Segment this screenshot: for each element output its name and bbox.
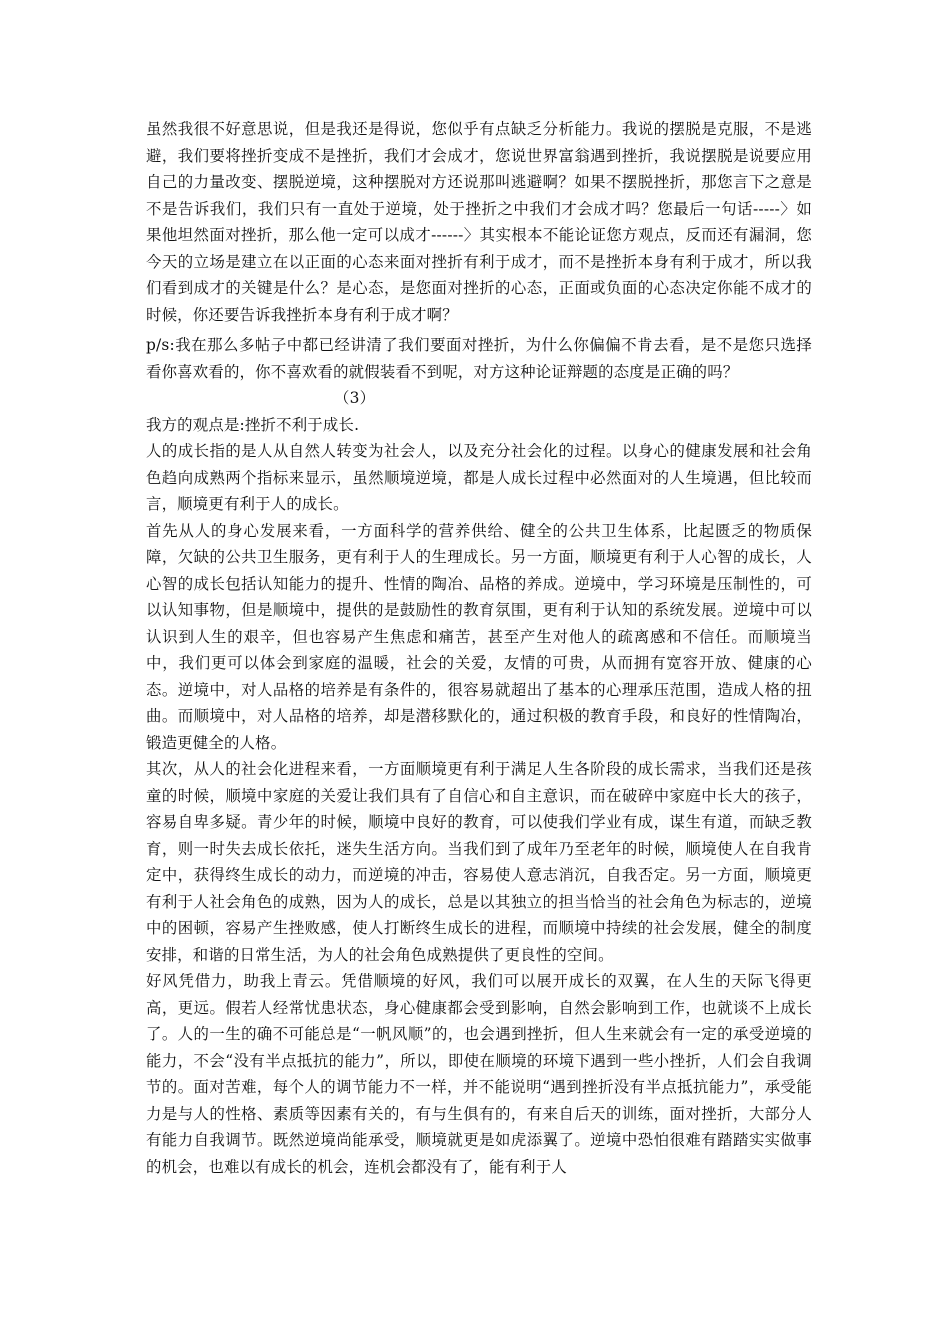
- section-number: （3）: [334, 389, 376, 407]
- paragraph-conclusion: 好风凭借力，助我上青云。凭借顺境的好风，我们可以展开成长的双翼，在人生的天际飞得更高，更远。假若人经常忧患状态，身心健康都会受到影响，自然会影响到工作，也就谈不上成长了。人的一生的确不可能总是“一帆风顺”的，也会遇到挫折，但人生来就会有一定的承受逆境的能力，不会“没有半点抵抗的能力”，所以，即使在顺境的环境下遇到一些小挫折，人们会自我调节的。面对苦难，每个人的调节能力不一样，并不能说明“遇到挫折没有半点抵抗能力”，承受能力是与人的性格、素质等因素有关的，有与生俱有的，有来自后天的训练，面对挫折，大部分人有能力自我调节。既然逆境尚能承受，顺境就更是如虎添翼了。逆境中恐怕很难有踏踏实实做事的机会，也难以有成长的机会，连机会都没有了，能有利于人: [146, 972, 812, 1176]
- paragraph-postscript: p/s:我在那么多帖子中都已经讲清了我们要面对挫折，为什么你偏偏不肯去看，是不是您只选择看你喜欢看的，你不喜欢看的就假装看不到呢，对方这种论证辩题的态度是正确的吗？: [146, 336, 812, 381]
- paragraph-rebuttal: 虽然我很不好意思说，但是我还是得说，您似乎有点缺乏分析能力。我说的摆脱是克服，不是逃避，我们要将挫折变成不是挫折，我们才会成才，您说世界富翁遇到挫折，我说摆脱是说要应用自己的力量改变、摆脱逆境，这种摆脱对方还说那叫逃避啊？如果不摆脱挫折，那您言下之意是不是告诉我们，我们只有一直处于逆境，处于挫折之中我们才会成才吗？您最后一句话-----〉如果他坦然面对挫折，那么他一定可以成才------〉其实根本不能论证您方观点，反而还有漏洞，您今天的立场是建立在以正面的心态来面对挫折有利于成才，而不是挫折本身有利于成才，所以我们看到成才的关键是什么？是心态，是您面对挫折的心态，正面或负面的心态决定你能不成才的时候，你还要告诉我挫折本身有利于成才啊？: [146, 120, 812, 324]
- document-body: [146, 116, 812, 1180]
- paragraph-position: 我方的观点是:挫折不利于成长.: [146, 415, 360, 434]
- paragraph-definition: 人的成长指的是人从自然人转变为社会人，以及充分社会化的过程。以身心的健康发展和社会角色趋向成熟两个指标来显示，虽然顺境逆境，都是人成长过程中必然面对的人生境遇，但比较而言，顺境更有利于人的成长。: [146, 442, 812, 513]
- paragraph-first-argument: 首先从人的身心发展来看，一方面科学的营养供给、健全的公共卫生体系，比起匮乏的物质保障，欠缺的公共卫生服务，更有利于人的生理成长。另一方面，顺境更有利于人心智的成长，人心智的成长包括认知能力的提升、性情的陶冶、品格的养成。逆境中，学习环境是压制性的，可以认知事物，但是顺境中，提供的是鼓励性的教育氛围，更有利于认知的系统发展。逆境中可以认识到人生的艰辛，但也容易产生焦虑和痛苦，甚至产生对他人的疏离感和不信任。而顺境当中，我们更可以体会到家庭的温暖，社会的关爱，友情的可贵，从而拥有宽容开放、健康的心态。逆境中，对人品格的培养是有条件的，很容易就超出了基本的心理承压范围，造成人格的扭曲。而顺境中，对人品格的培养，却是潜移默化的，通过积极的教育手段，和良好的性情陶冶，锻造更健全的人格。: [146, 521, 812, 752]
- paragraph-second-argument: 其次，从人的社会化进程来看，一方面顺境更有利于满足人生各阶段的成长需求，当我们还是孩童的时候，顺境中家庭的关爱让我们具有了自信心和自主意识，而在破碎中家庭中长大的孩子，容易自卑多疑。青少年的时候，顺境中良好的教育，可以使我们学业有成，谋生有道，而缺乏教育，则一时失去成长依托，迷失生活方向。当我们到了成年乃至老年的时候，顺境使人在自我肯定中，获得终生成长的动力，而逆境的冲击，容易使人意志消沉，自我否定。另一方面，顺境更有利于人社会角色的成熟，因为人的成长，总是以其独立的担当恰当的社会角色为标志的，逆境中的困顿，容易产生挫败感，使人打断终生成长的进程，而顺境中持续的社会发展，健全的制度安排，和谐的日常生活，为人的社会角色成熟提供了更良性的空间。: [146, 760, 812, 964]
